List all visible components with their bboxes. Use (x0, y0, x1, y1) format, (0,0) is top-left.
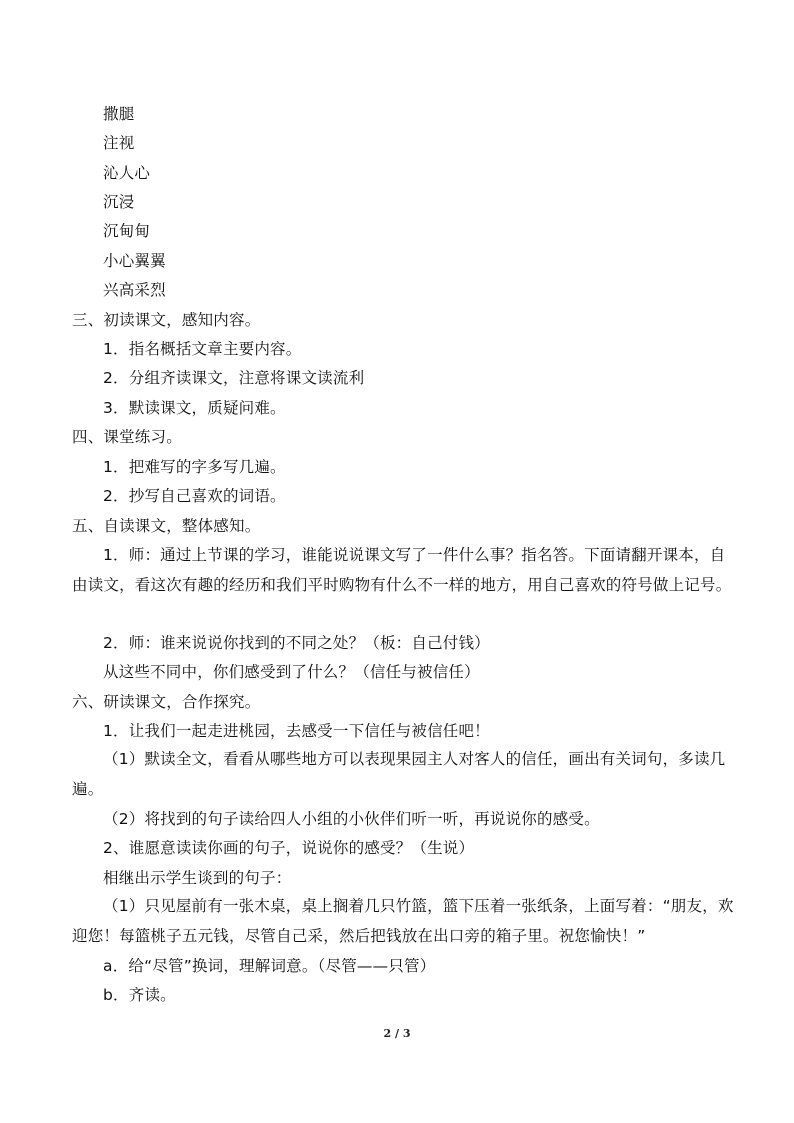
paragraph: （2）将找到的句子读给四人小组的小伙伴们听一听，再说说你的感受。 (103, 810, 600, 828)
vocab-word: 兴高采烈 (103, 281, 166, 299)
paragraph: a．给“尽管”换词，理解词意。（尽管——只管） (103, 957, 436, 975)
paragraph: 从这些不同中，你们感受到了什么？（信任与被信任） (103, 663, 480, 681)
list-item: 1．指名概括文章主要内容。 (103, 340, 302, 358)
section-heading: 六、研读课文，合作探究。 (72, 693, 261, 711)
vocab-word: 撒腿 (103, 105, 135, 123)
paragraph: 相继出示学生谈到的句子： (103, 869, 292, 887)
vocab-word: 沉浸 (103, 193, 135, 211)
paragraph: 1．让我们一起走进桃园，去感受一下信任与被信任吧！ (103, 722, 490, 740)
section-heading: 五、自读课文，整体感知。 (72, 517, 261, 535)
vocab-word: 沁人心 (103, 164, 151, 182)
vocab-word: 沉甸甸 (103, 222, 151, 240)
list-item: 3．默读课文，质疑问难。 (103, 399, 286, 417)
list-item: 1．把难写的字多写几遍。 (103, 458, 286, 476)
list-item: 2．抄写自己喜欢的词语。 (103, 487, 286, 505)
page-number: 2 / 3 (383, 1027, 411, 1040)
quoted-sentence: （1）只见屋前有一张木桌，桌上搁着几只竹篮，篮下压着一张纸条，上面写着：“朋友，欢迎您！每篮桃子五元钱，尽管自己采，然后把钱放在出口旁的箱子里。祝您愉快！” (72, 897, 734, 945)
list-item: 2．分组齐读课文，注意将课文读流利 (103, 369, 365, 387)
paragraph: （1）默读全文，看看从哪些地方可以表现果园主人对客人的信任，画出有关词句，多读几遍。 (72, 750, 726, 798)
paragraph: 2、谁愿意读读你画的句子，说说你的感受？（生说） (103, 839, 475, 857)
section-heading: 四、课堂练习。 (72, 428, 182, 446)
paragraph: b．齐读。 (103, 986, 176, 1004)
vocab-word: 注视 (103, 134, 135, 152)
vocab-word: 小心翼翼 (103, 252, 166, 270)
paragraph: 2．师：谁来说说你找到的不同之处？（板：自己付钱） (103, 634, 490, 652)
section-heading: 三、初读课文，感知内容。 (72, 311, 261, 329)
paragraph: 1．师：通过上节课的学习，谁能说说课文写了一件什么事？指名答。下面请翻开课本，自由读文，看这次有趣的经历和我们平时购物有什么不一样的地方，用自己喜欢的符号做上记号。 (72, 546, 732, 594)
